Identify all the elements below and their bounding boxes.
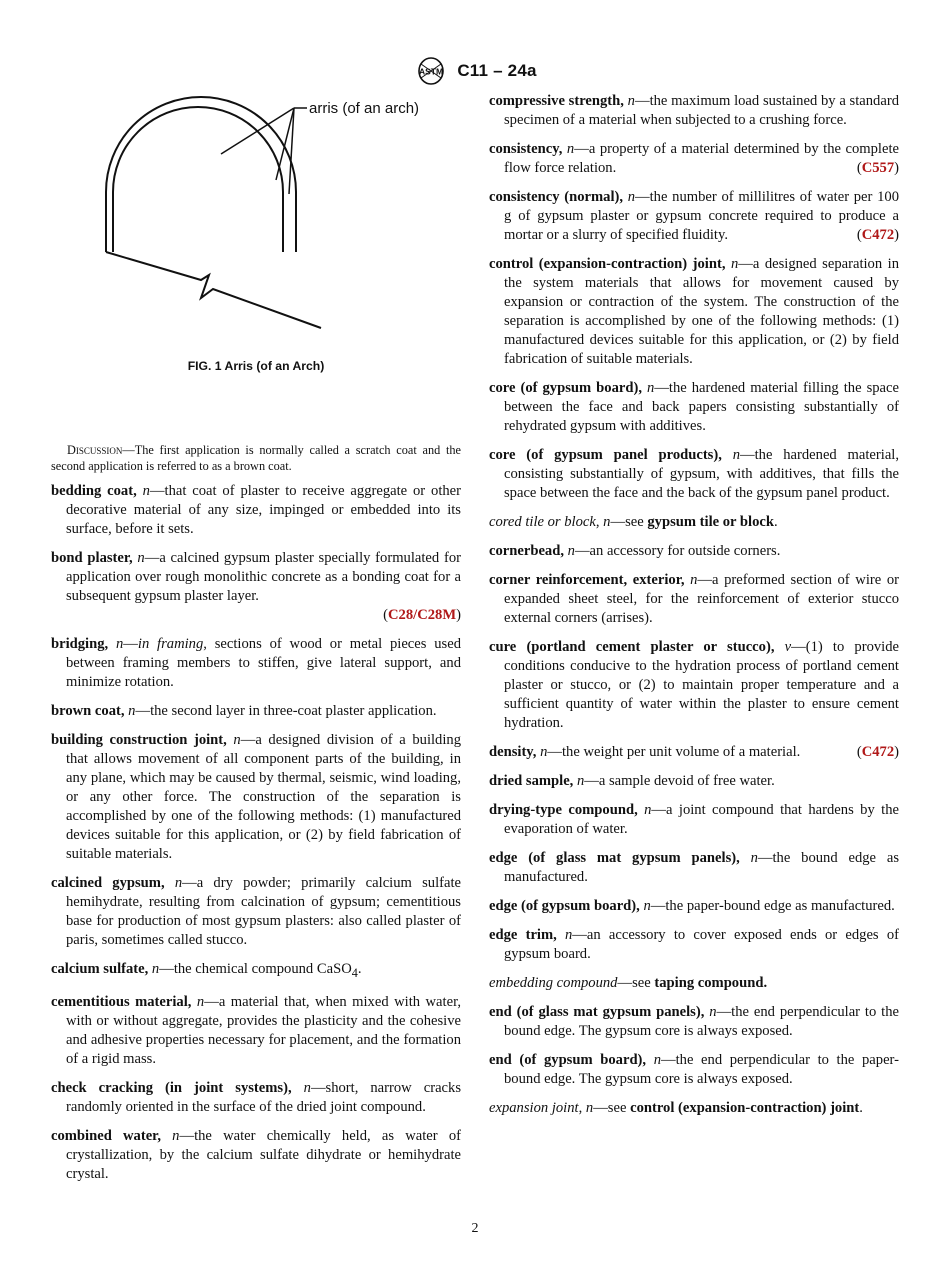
part-of-speech: n [160, 1127, 180, 1144]
part-of-speech: n [725, 256, 739, 272]
standard-reference-link[interactable]: C28/C28M [388, 607, 457, 623]
entry-definition: —the maximum load sustained by a standard specimen of a material when subjected to a crushing force. [504, 93, 899, 128]
standard-reference-link[interactable]: C472 [861, 744, 895, 760]
entry-definition: , sections of wood or metal pieces used between framing members to stiffen, give lateral support, and minimize rotation. [66, 636, 461, 690]
glossary-entry [51, 960, 461, 983]
entry-term: consistency, [489, 141, 563, 157]
entry-definition: —a property of a material determined by the complete flow force relation. [504, 141, 899, 176]
entry-term: expansion joint [489, 1100, 579, 1116]
part-of-speech: n [637, 802, 652, 818]
part-of-speech: v [774, 639, 792, 655]
right-term-list [489, 92, 899, 1118]
glossary-entry [489, 1003, 899, 1041]
discussion-note [51, 442, 461, 474]
part-of-speech: n [684, 572, 698, 588]
part-of-speech: n [573, 773, 585, 789]
entry-definition: —a dry powder; primarily calcium sulfate hemihydrate, resulting from calcination of gypsum; cementitious base for production of most gypsum plasters: also called plaster of paris, sometimes called stucco. [66, 875, 461, 948]
entry-term: dried sample, [489, 773, 574, 789]
entry-definition: —the weight per unit volume of a material. [547, 744, 801, 760]
discussion-label: Discussion [67, 443, 123, 457]
part-of-speech: n [639, 898, 651, 914]
entry-definition: —a designed division of a building that allows movement of all component parts of the building, in any plane, which may be caused by thermal, seismic, wind loading, or any other force. The construction of the separation is accomplished by one of the following methods: (1) manufactured devices suitable for this application, or (2) by field fabrication of suitable materials. [66, 732, 461, 862]
entry-term: cored tile or block [489, 514, 596, 530]
arch-diagram [51, 92, 461, 357]
entry-term: cornerbead, [489, 543, 564, 559]
glossary-entry [51, 482, 461, 539]
entry-term: cure (portland cement plaster or stucco), [489, 639, 775, 655]
part-of-speech: n [582, 1100, 594, 1116]
entry-definition: —(1) to provide conditions conducive to the hydration process of portland cement plaster or stucco, or (2) to maintain proper temperature and a sufficient quantity of water within the plaster to ensure cement hydration. [504, 639, 899, 731]
glossary-entry [51, 874, 461, 950]
glossary-entry [489, 1099, 899, 1118]
part-of-speech: n [226, 732, 241, 748]
entry-definition: —an accessory to cover exposed ends or edges of gypsum board. [504, 927, 899, 962]
entry-definition: —the end perpendicular to the bound edge. The gypsum core is always exposed. [504, 1004, 899, 1039]
entry-separator: , [595, 514, 600, 530]
entry-term: embedding compound [489, 975, 618, 991]
entry-text: . [859, 1100, 863, 1116]
part-of-speech: n [136, 483, 150, 499]
chemical-subscript: 4 [351, 965, 358, 980]
glossary-entry [51, 731, 461, 864]
glossary-entry [489, 571, 899, 628]
entry-term: edge trim, [489, 927, 557, 943]
glossary-entry [489, 92, 899, 130]
entry-text: . [357, 961, 362, 977]
cross-reference-term: gypsum tile or block [647, 514, 774, 530]
entry-definition: —the bound edge as manufactured. [504, 850, 900, 885]
entry-text: . [774, 514, 778, 530]
entry-term: consistency (normal), [489, 189, 624, 205]
entry-term: calcined gypsum, [51, 875, 165, 891]
svg-text:ASTM: ASTM [419, 66, 444, 77]
part-of-speech: n [562, 141, 575, 157]
entry-term: compressive strength, [489, 93, 624, 109]
part-of-speech: n [148, 961, 160, 977]
part-of-speech: n [642, 380, 655, 396]
entry-term: bedding coat, [51, 483, 137, 499]
entry-term: corner reinforcement, exterior, [489, 572, 685, 588]
glossary-entry [51, 1127, 461, 1184]
entry-definition: —an accessory for outside corners. [574, 543, 781, 559]
entry-term: bond plaster, [51, 550, 133, 566]
entry-term: calcium sulfate, [51, 961, 149, 977]
part-of-speech: n [164, 875, 183, 891]
part-of-speech: n [191, 993, 205, 1010]
glossary-entry [489, 255, 899, 369]
part-of-speech: n [646, 1052, 661, 1068]
entry-term: building construction joint, [51, 732, 227, 748]
glossary-entry [489, 897, 899, 916]
standard-reference: (C472) [856, 227, 899, 243]
part-of-speech: n [556, 927, 573, 943]
standard-reference-link[interactable]: C472 [861, 227, 895, 243]
entry-definition: —the number of millilitres of water per 100 g of gypsum plaster or gypsum concrete required to produce a mortar or a slurry of specified fluidity. [504, 189, 899, 243]
entry-term: cementitious material, [51, 993, 192, 1010]
glossary-entry [51, 549, 461, 625]
entry-text: —see [593, 1100, 631, 1116]
entry-term: combined water, [51, 1127, 161, 1144]
figure-arris [51, 92, 461, 357]
standard-reference: (C28/C28M) [383, 607, 461, 623]
part-of-speech: n [721, 447, 740, 463]
glossary-entry [489, 379, 899, 436]
part-of-speech: n [623, 189, 636, 205]
entry-definition: —a designed separation in the system materials that allows for movement caused by expansion or contraction of the system. The construction of the separation is accomplished by one of the following methods: (1) manufactured devices suitable for this application, or (2) by field fabrication of suitable materials. [504, 256, 899, 367]
left-term-list [51, 482, 461, 1184]
part-of-speech: n [108, 636, 124, 652]
discussion-text: —The first application is normally called a scratch coat and the second application is referred to as a brown coat. [51, 443, 461, 473]
part-of-speech: n [291, 1079, 311, 1096]
entry-text: —see [617, 975, 655, 991]
right-column [489, 92, 899, 1128]
standard-reference: (C472) [856, 744, 899, 760]
entry-definition: —the end perpendicular to the paper-bound edge. The gypsum core is always exposed. [504, 1052, 899, 1087]
page-header [0, 56, 950, 86]
glossary-entry [489, 188, 899, 245]
entry-definition: —the second layer in three-coat plaster application. [135, 703, 437, 719]
entry-term: brown coat, [51, 703, 125, 719]
cross-reference-term: control (expansion-contraction) joint [630, 1100, 860, 1116]
glossary-entry [489, 1051, 899, 1089]
glossary-entry [489, 801, 899, 839]
part-of-speech: n [704, 1004, 717, 1020]
entry-definition: —a sample devoid of free water. [584, 773, 775, 789]
entry-definition: —a material that, when mixed with water, with or without aggregate, provides the plasticity and the cohesive and adhesive properties necessary for placement, and the formation of a rigid mass. [66, 993, 461, 1067]
entry-context: in framing [137, 636, 204, 652]
entry-definition: —short, narrow cracks randomly oriented in the surface of the dried joint compound. [66, 1079, 461, 1115]
glossary-entry [489, 849, 899, 887]
glossary-entry [489, 974, 899, 993]
part-of-speech: n [599, 514, 611, 530]
entry-term: drying-type compound, [489, 802, 638, 818]
entry-definition: —a joint compound that hardens by the evaporation of water. [504, 802, 899, 837]
entry-definition: —a preformed section of wire or expanded sheet steel, for the reinforcement of exterior stucco external corners (arrises). [504, 572, 900, 626]
glossary-entry [51, 1079, 461, 1117]
glossary-entry [489, 638, 899, 733]
entry-definition: —that coat of plaster to receive aggregate or other decorative material of any size, impinged or embedded into its surface, before it sets. [66, 483, 462, 537]
page-number: 2 [471, 1221, 479, 1236]
entry-term: core (of gypsum board), [489, 380, 642, 396]
part-of-speech: n [623, 93, 635, 109]
figure-label: arris (of an arch) [309, 100, 420, 117]
entry-text: —see [610, 514, 648, 530]
astm-logo [413, 56, 449, 86]
document-id: C11 – 24a [457, 61, 537, 80]
glossary-entry [489, 743, 899, 762]
entry-term: check cracking (in joint systems), [51, 1079, 292, 1096]
glossary-entry [489, 772, 899, 791]
entry-definition: —the paper-bound edge as manufactured. [650, 898, 895, 914]
glossary-entry [489, 542, 899, 561]
glossary-entry [489, 140, 899, 178]
entry-term: end (of glass mat gypsum panels), [489, 1004, 705, 1020]
glossary-entry [489, 446, 899, 503]
entry-text: — [123, 636, 138, 652]
glossary-entry [489, 513, 899, 532]
entry-definition: —a calcined gypsum plaster specially formulated for application over rough monolithic concrete as a bonding coat for a subsequent gypsum plaster layer. [66, 550, 461, 604]
entry-term: core (of gypsum panel products), [489, 447, 722, 463]
entry-term: edge (of glass mat gypsum panels), [489, 850, 740, 866]
glossary-entry [51, 635, 461, 692]
entry-definition: —the hardened material, consisting substantially of gypsum, with additives, that fills the space between the face and the back of the gypsum panel product. [504, 447, 899, 501]
glossary-entry [489, 926, 899, 964]
glossary-entry [51, 993, 461, 1069]
entry-definition: —the chemical compound CaSO [159, 961, 352, 977]
entry-separator: , [578, 1100, 583, 1116]
glossary-entry [51, 702, 461, 721]
entry-term: density, [489, 744, 537, 760]
entry-term: bridging, [51, 636, 109, 652]
part-of-speech: n [739, 850, 758, 866]
cross-reference-term: taping compound. [654, 975, 768, 991]
part-of-speech: n [536, 744, 548, 760]
entry-term: end (of gypsum board), [489, 1052, 647, 1068]
standard-reference: (C557) [856, 160, 899, 176]
part-of-speech: n [124, 703, 136, 719]
entry-term: control (expansion-contraction) joint, [489, 256, 726, 272]
left-column [51, 92, 461, 1194]
entry-term: edge (of gypsum board), [489, 898, 640, 914]
standard-reference-link[interactable]: C557 [861, 160, 895, 176]
entry-definition: —the hardened material filling the space between the face and back papers consisting substantially of rehydrated gypsum with additives. [504, 380, 899, 434]
part-of-speech: n [132, 550, 145, 566]
part-of-speech: n [563, 543, 575, 559]
figure-caption: FIG. 1 Arris (of an Arch) [187, 359, 325, 373]
entry-definition: —the water chemically held, as water of crystallization, by the calcium sulfate dihydrate or hemihydrate crystal. [66, 1127, 461, 1182]
